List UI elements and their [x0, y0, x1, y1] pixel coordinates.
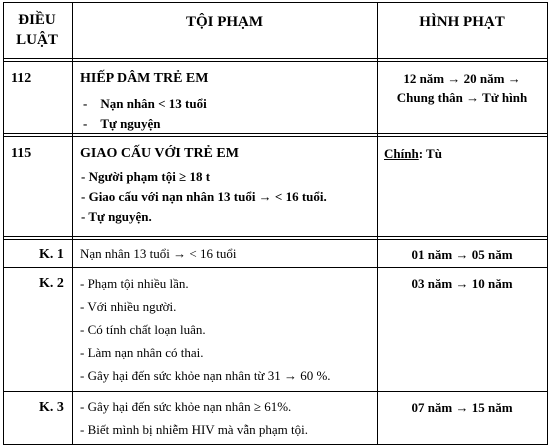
list-item: Nạn nhân 13 tuổi → < 16 tuổi — [80, 246, 237, 261]
bullet: - — [83, 96, 101, 111]
crime-title: GIAO CẤU VỚI TRẺ EM — [80, 146, 239, 161]
clause-number: K. 1 — [39, 247, 64, 262]
penalty-min: 01 năm — [411, 247, 453, 262]
list-item-text: Nạn nhân < 13 tuổi — [100, 96, 207, 111]
penalty-cell — [377, 400, 547, 416]
arrow-icon: → — [447, 71, 461, 86]
penalty-cell — [377, 247, 547, 263]
list-item: - Phạm tội nhiều lần. — [80, 276, 189, 291]
list-item: - Người phạm tội ≥ 18 t — [81, 169, 211, 184]
penalty-line — [377, 71, 547, 87]
table-border-bottom — [3, 444, 547, 445]
list-item: - Giao cấu với nạn nhân 13 tuổi → < 16 tuổi. — [81, 189, 327, 204]
table-row-112 — [3, 62, 547, 133]
table-row-k2 — [3, 268, 547, 391]
bullet: - — [83, 116, 101, 131]
list-item — [83, 96, 207, 112]
penalty-min: 03 năm — [411, 276, 453, 291]
penalty-type-value: : Tù — [418, 146, 442, 161]
header-crime: TỘI PHẠM — [185, 14, 264, 30]
penalty-type-label: Chính — [384, 146, 419, 161]
list-item: - Gây hại đến sức khỏe nạn nhân từ 31 → 60 %. — [80, 368, 331, 383]
penalty-min: 12 năm — [403, 71, 445, 86]
list-item — [83, 116, 161, 132]
clause-number: K. 3 — [39, 400, 64, 415]
list-item: - Gây hại đến sức khỏe nạn nhân ≥ 61%. — [80, 399, 292, 414]
penalty-life: Chung thân — [396, 90, 463, 105]
crime-cell — [80, 272, 385, 387]
penalty-max: 20 năm — [463, 71, 505, 86]
arrow-icon: → — [455, 276, 469, 291]
article-number: 112 — [11, 71, 32, 86]
list-item: - Tự nguyện. — [81, 209, 152, 224]
arrow-icon: → — [455, 247, 469, 262]
penalty-min: 07 năm — [411, 400, 453, 415]
penalty-max: 05 năm — [471, 247, 513, 262]
penalty-line — [377, 90, 547, 106]
list-item-text: Tự nguyện — [100, 116, 161, 131]
table-header — [3, 2, 547, 58]
penalty-max: 10 năm — [471, 276, 513, 291]
table-border-right — [547, 2, 548, 445]
clause-number: K. 2 — [39, 276, 64, 291]
penalty-max: 15 năm — [471, 400, 513, 415]
article-number: 115 — [11, 146, 32, 161]
list-item: - Biết mình bị nhiễm HIV mà vẫn phạm tội. — [80, 422, 308, 437]
list-item: - Với nhiều người. — [80, 299, 177, 314]
arrow-icon: → — [507, 71, 521, 86]
crime-cell — [80, 395, 385, 441]
table-row-k3 — [3, 392, 547, 444]
arrow-icon: → — [455, 400, 469, 415]
penalty-death: Tử hình — [482, 90, 528, 105]
list-item: - Làm nạn nhân có thai. — [80, 345, 204, 360]
penalty-cell — [377, 276, 547, 292]
crime-cell — [80, 242, 385, 265]
header-penalty: HÌNH PHẠT — [419, 14, 505, 30]
list-item: - Có tính chất loạn luân. — [80, 322, 206, 337]
table-row-k1 — [3, 240, 547, 267]
table-row-115 — [3, 137, 547, 235]
crime-title: HIẾP DÂM TRẺ EM — [80, 71, 209, 86]
arrow-icon: → — [466, 90, 480, 105]
penalty-line — [384, 146, 442, 162]
header-article: ĐIỀU LUẬT — [16, 12, 58, 48]
